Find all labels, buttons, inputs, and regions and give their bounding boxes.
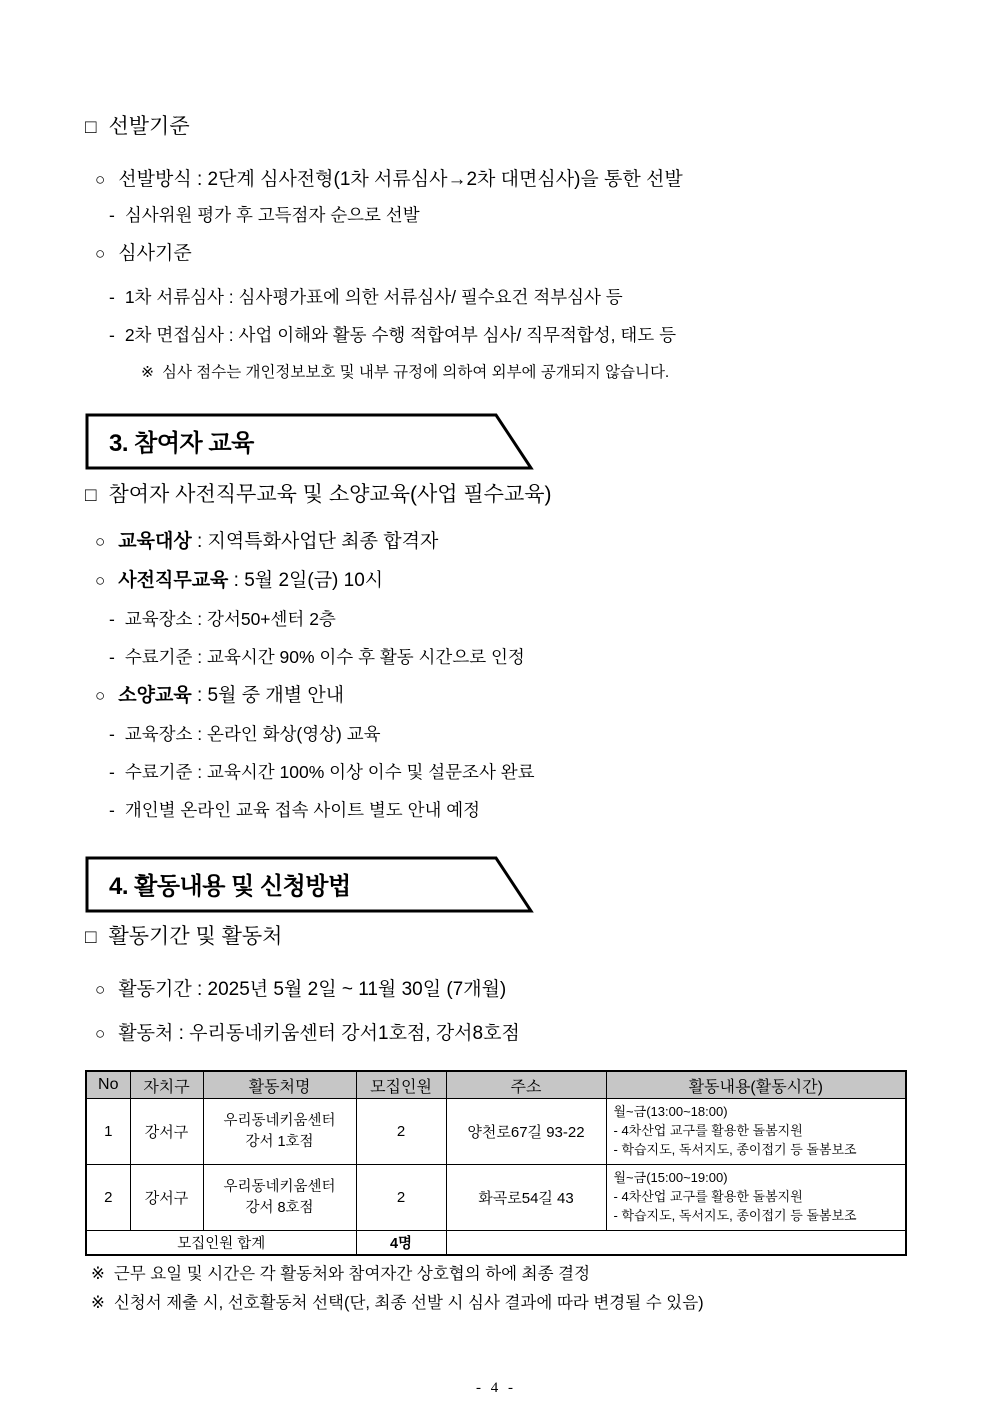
sub-line: - 2차 면접심사 : 사업 이해와 활동 수행 적합여부 심사/ 직무적합성, 태도 등 bbox=[109, 321, 907, 349]
circle-bullet-icon: ○ bbox=[95, 686, 106, 705]
circle-bullet-icon: ○ bbox=[95, 532, 106, 551]
reference-mark-icon: ※ bbox=[91, 1265, 105, 1283]
table-row-2 bbox=[86, 1165, 906, 1231]
bullet-line-activity-place: ○ 활동처 : 우리동네키움센터 강서1호점, 강서8호점 bbox=[95, 1019, 907, 1049]
header-quota: 모집인원 bbox=[356, 1071, 446, 1099]
square-bullet-icon: □ bbox=[85, 927, 97, 948]
sub-line: - 수료기준 : 교육시간 100% 이상 이수 및 설문조사 완료 bbox=[109, 758, 907, 786]
bullet-line-pre-job-training: ○ 사전직무교육 : 5월 2일(금) 10시 bbox=[95, 566, 907, 596]
header-center-name: 활동처명 bbox=[203, 1071, 356, 1099]
banner-title: 3. 참여자 교육 bbox=[109, 430, 254, 458]
sub-line: - 교육장소 : 강서50+센터 2층 bbox=[109, 605, 907, 633]
dash-bullet-icon: - bbox=[109, 609, 115, 629]
square-bullet-icon: □ bbox=[85, 485, 97, 506]
header-activity: 활동내용(활동시간) bbox=[606, 1071, 906, 1099]
page-number: - 4 - bbox=[476, 1380, 516, 1396]
cell-quota: 2 bbox=[356, 1165, 446, 1231]
table-row-1 bbox=[86, 1099, 906, 1165]
footnote-line-1: ※ 근무 요일 및 시간은 각 활동처와 참여자간 상호협의 하에 최종 결정 bbox=[91, 1260, 907, 1289]
bullet-line-basic-education: ○ 소양교육 : 5월 중 개별 안내 bbox=[95, 681, 907, 711]
footer-total: 4명 bbox=[356, 1231, 446, 1256]
banner-title: 4. 활동내용 및 신청방법 bbox=[109, 873, 351, 901]
heading-text: 선발기준 bbox=[108, 115, 190, 138]
sub-line: - 1차 서류심사 : 심사평가표에 의한 서류심사/ 필수요건 적부심사 등 bbox=[109, 283, 907, 311]
sub-line: - 교육장소 : 온라인 화상(영상) 교육 bbox=[109, 720, 907, 748]
dash-bullet-icon: - bbox=[109, 287, 115, 307]
heading-text: 활동기간 및 활동처 bbox=[108, 925, 283, 948]
circle-bullet-icon: ○ bbox=[95, 1024, 106, 1043]
cell-activity: 월~금(15:00~19:00) - 4차산업 교구를 활용한 돌봄지원 - 학습지도, 독서지도, 종이접기 등 돌봄보조 bbox=[606, 1165, 906, 1231]
cell-activity: 월~금(13:00~18:00) - 4차산업 교구를 활용한 돌봄지원 - 학습지도, 독서지도, 종이접기 등 돌봄보조 bbox=[606, 1099, 906, 1165]
bullet-line-selection-method: ○ 선발방식 : 2단계 심사전형(1차 서류심사→2차 대면심사)을 통한 선발 bbox=[95, 165, 907, 195]
sub-line: - 개인별 온라인 교육 접속 사이트 별도 안내 예정 bbox=[109, 796, 907, 824]
square-bullet-icon: □ bbox=[85, 117, 97, 138]
bullet-line-review-criteria: ○ 심사기준 bbox=[95, 239, 907, 269]
dash-bullet-icon: - bbox=[109, 762, 115, 782]
placement-table bbox=[85, 1070, 907, 1256]
heading-pre-job-education bbox=[85, 480, 907, 511]
bullet-line-activity-period: ○ 활동기간 : 2025년 5월 2일 ~ 11월 30일 (7개월) bbox=[95, 975, 907, 1005]
heading-selection-criteria bbox=[85, 112, 907, 143]
cell-no: 1 bbox=[86, 1099, 130, 1165]
cell-no: 2 bbox=[86, 1165, 130, 1231]
header-address: 주소 bbox=[446, 1071, 606, 1099]
section-banner-participant-education bbox=[85, 413, 535, 471]
dash-bullet-icon: - bbox=[109, 647, 115, 667]
header-no: No bbox=[86, 1071, 130, 1099]
heading-text: 참여자 사전직무교육 및 소양교육(사업 필수교육) bbox=[108, 483, 552, 506]
circle-bullet-icon: ○ bbox=[95, 980, 106, 999]
dash-bullet-icon: - bbox=[109, 800, 115, 820]
bullet-line-education-target: ○ 교육대상 : 지역특화사업단 최종 합격자 bbox=[95, 527, 907, 557]
footnote-line-2: ※ 신청서 제출 시, 선호활동처 선택(단, 최종 선발 시 심사 결과에 따라 변경될 수 있음) bbox=[91, 1289, 907, 1318]
reference-mark-icon: ※ bbox=[141, 364, 154, 381]
dash-bullet-icon: - bbox=[109, 325, 115, 345]
privacy-note-line: ※ 심사 점수는 개인정보보호 및 내부 규정에 의하여 외부에 공개되지 않습니다. bbox=[141, 361, 907, 385]
dash-bullet-icon: - bbox=[109, 205, 115, 225]
circle-bullet-icon: ○ bbox=[95, 571, 106, 590]
cell-district: 강서구 bbox=[130, 1165, 203, 1231]
sub-line: - 심사위원 평가 후 고득점자 순으로 선발 bbox=[109, 201, 907, 229]
cell-address: 양천로67길 93-22 bbox=[446, 1099, 606, 1165]
footer-empty-cell bbox=[446, 1231, 906, 1256]
cell-district: 강서구 bbox=[130, 1099, 203, 1165]
sub-line: - 수료기준 : 교육시간 90% 이수 후 활동 시간으로 인정 bbox=[109, 643, 907, 671]
cell-quota: 2 bbox=[356, 1099, 446, 1165]
footer-label: 모집인원 합계 bbox=[86, 1231, 356, 1256]
reference-mark-icon: ※ bbox=[91, 1294, 105, 1312]
cell-center-name: 우리동네키움센터 강서 8호점 bbox=[203, 1165, 356, 1231]
circle-bullet-icon: ○ bbox=[95, 244, 106, 263]
cell-center-name: 우리동네키움센터 강서 1호점 bbox=[203, 1099, 356, 1165]
table-header-row bbox=[86, 1071, 906, 1099]
cell-address: 화곡로54길 43 bbox=[446, 1165, 606, 1231]
heading-activity-period-place bbox=[85, 922, 907, 953]
footnotes bbox=[85, 1260, 907, 1318]
circle-bullet-icon: ○ bbox=[95, 170, 106, 189]
section-banner-activity-apply bbox=[85, 856, 535, 914]
header-district: 자치구 bbox=[130, 1071, 203, 1099]
dash-bullet-icon: - bbox=[109, 724, 115, 744]
table-footer-row bbox=[86, 1231, 906, 1256]
